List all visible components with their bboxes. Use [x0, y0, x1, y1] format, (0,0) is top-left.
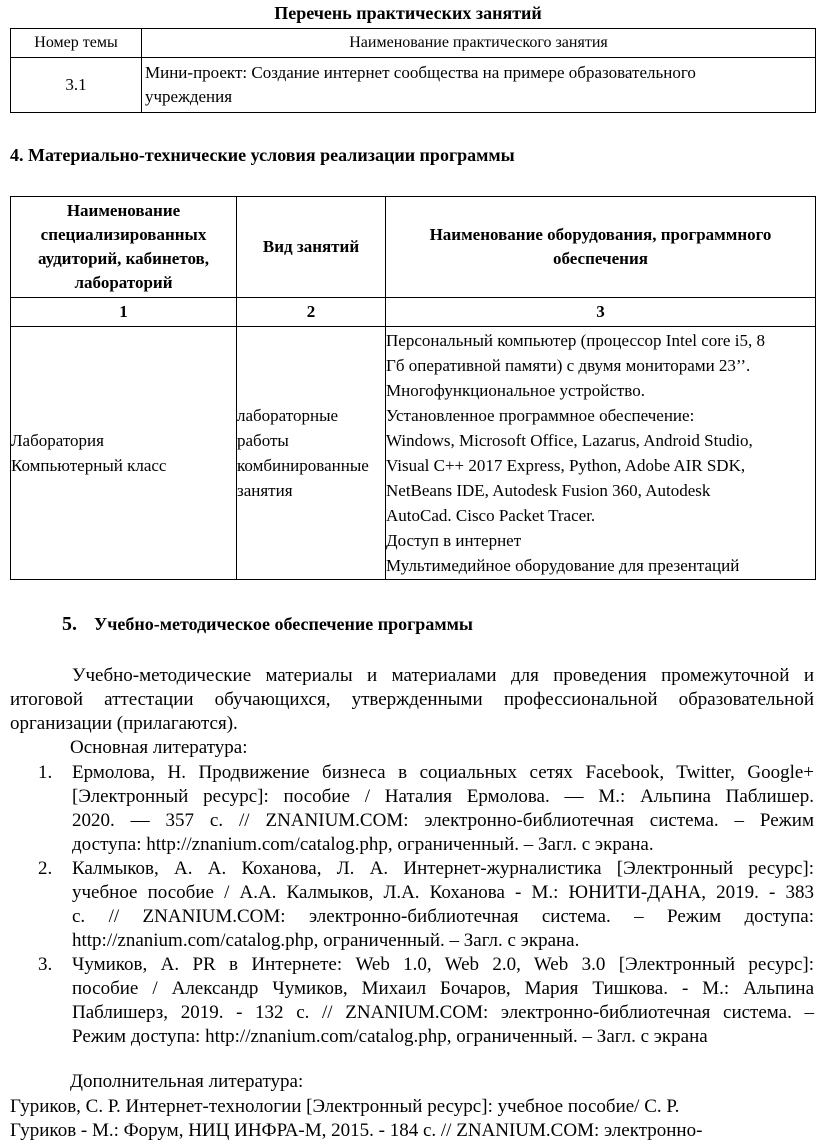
equipment-line: Установленное программное обеспечение:: [386, 406, 695, 425]
list-item-line: Режим доступа: http://znanium.com/catalog.php, ограниченный. – Загл. с экрана: [72, 1026, 708, 1047]
equip-rooms-cell: [11, 327, 237, 580]
equip-kinds-cell: [237, 327, 386, 580]
list-item-line: Чумиков, А. PR в Интернете: Web 1.0, Web 2.0, Web 3.0 [Электронный ресурс]:: [72, 954, 814, 975]
section5-number: 5.: [62, 613, 77, 635]
list-item-line: с. // ZNANIUM.COM: электронно-библиотечная система. – Режим доступа:: [72, 906, 814, 927]
intro-line: организации (прилагаются).: [10, 713, 238, 734]
practical-row-name-line: учреждения: [145, 87, 233, 106]
table-row: [11, 58, 816, 113]
col-number-2: 2: [237, 298, 386, 327]
list-item-number: 1.: [38, 762, 53, 783]
equip-equipment-cell: [386, 327, 816, 580]
equipment-line: Доступ в интернет: [386, 531, 522, 550]
header-line: обеспечения: [553, 249, 648, 268]
room-line: Компьютерный класс: [11, 456, 167, 475]
header-line: аудиторий, кабинетов,: [38, 249, 209, 268]
kind-line: комбинированные: [237, 456, 369, 475]
room-line: Лаборатория: [11, 431, 104, 450]
section4-title: 4. Материально-технические условия реализации программы: [10, 145, 515, 165]
extra-lit-label: Дополнительная литература:: [70, 1071, 304, 1092]
equipment-line: NetBeans IDE, Autodesk Fusion 360, Autodesk: [386, 481, 711, 500]
header-line: Вид занятий: [262, 237, 360, 256]
equipment-line: Многофункциональное устройство.: [386, 381, 645, 400]
header-line: лабораторий: [74, 273, 173, 292]
list-item-number: 3.: [38, 954, 53, 975]
list-item-line: Калмыков, А. А. Коханова, Л. А. Интернет-журналистика [Электронный ресурс]:: [72, 858, 814, 879]
practical-row-name-line: Мини-проект: Создание интернет сообщества на примере образовательного: [145, 63, 696, 82]
list-item-number: 2.: [38, 858, 53, 879]
equip-header-rooms: [11, 197, 237, 298]
kind-line: занятия: [237, 481, 293, 500]
list-item-line: [Электронный ресурс]: пособие / Наталия Ермолова. — М.: Альпина Паблишер.: [72, 786, 814, 807]
list-item-line: пособие / Александр Чумиков, Михаил Бочаров, Мария Тишкова. - М.: Альпина: [72, 978, 814, 999]
equip-header-equipment: [386, 197, 816, 298]
intro-line: итоговой аттестации обучающихся, утвержденными профессиональной образовательной: [10, 689, 814, 710]
extra-lit-paragraph: [10, 1095, 816, 1143]
section5-title: Учебно-методическое обеспечение программы: [94, 614, 473, 634]
list-item-line: доступа: http://znanium.com/catalog.php, ограниченный. – Загл. с экрана.: [72, 834, 654, 855]
col-number-3: 3: [386, 298, 816, 327]
practical-header-name: Наименование практического занятия: [142, 29, 816, 58]
extra-lit-line: Гуриков - М.: Форум, НИЦ ИНФРА-М, 2015. - 184 с. // ZNANIUM.COM: электронно-: [10, 1120, 703, 1141]
equipment-line: Персональный компьютер (процессор Intel core i5, 8: [386, 331, 765, 350]
equipment-line: Гб оперативной памяти) с двумя мониторами 23’’.: [386, 356, 751, 375]
practical-table: [10, 28, 816, 113]
practical-title: Перечень практических занятий: [274, 3, 542, 23]
list-item-line: http://znanium.com/catalog.php, ограниченный. – Загл. с экрана.: [72, 930, 580, 951]
equipment-line: Мультимедийное оборудование для презентаций: [386, 556, 740, 575]
practical-row-num: 3.1: [11, 58, 142, 113]
col-number-1: 1: [11, 298, 237, 327]
equipment-line: Visual C++ 2017 Express, Python, Adobe AIR SDK,: [386, 456, 746, 475]
kind-line: лабораторные: [237, 406, 339, 425]
header-line: специализированных: [40, 225, 207, 244]
list-item: [0, 857, 816, 953]
intro-paragraph: [10, 664, 814, 736]
kind-line: работы: [237, 431, 289, 450]
equipment-line: AutoCad. Cisco Packet Tracer.: [386, 506, 596, 525]
header-line: Наименование оборудования, программного: [429, 225, 772, 244]
main-lit-label: Основная литература:: [70, 737, 248, 758]
table-row: [11, 327, 816, 580]
intro-line: Учебно-методические материалы и материалами для проведения промежуточной и: [72, 665, 814, 686]
practical-header-num: Номер темы: [11, 29, 142, 58]
equip-header-kinds: [237, 197, 386, 298]
equipment-table: [10, 196, 816, 580]
list-item-line: Ермолова, Н. Продвижение бизнеса в социальных сетях Facebook, Twitter, Google+: [72, 762, 814, 783]
extra-lit-line: Гуриков, С. Р. Интернет-технологии [Электронный ресурс]: учебное пособие/ С. Р.: [10, 1096, 680, 1117]
list-item-line: 2020. — 357 с. // ZNANIUM.COM: электронно-библиотечная система. – Режим: [72, 810, 814, 831]
equipment-line: Windows, Microsoft Office, Lazarus, Android Studio,: [386, 431, 753, 450]
list-item: [0, 953, 816, 1049]
list-item-line: учебное пособие / А.А. Калмыков, Л.А. Коханова - М.: ЮНИТИ-ДАНА, 2019. - 383: [72, 882, 814, 903]
header-line: Наименование: [66, 201, 181, 220]
practical-row-name: [142, 58, 816, 113]
list-item-line: Паблишерз, 2019. - 132 с. // ZNANIUM.COM: электронно-библиотечная система. –: [72, 1002, 814, 1023]
list-item: [0, 761, 816, 857]
